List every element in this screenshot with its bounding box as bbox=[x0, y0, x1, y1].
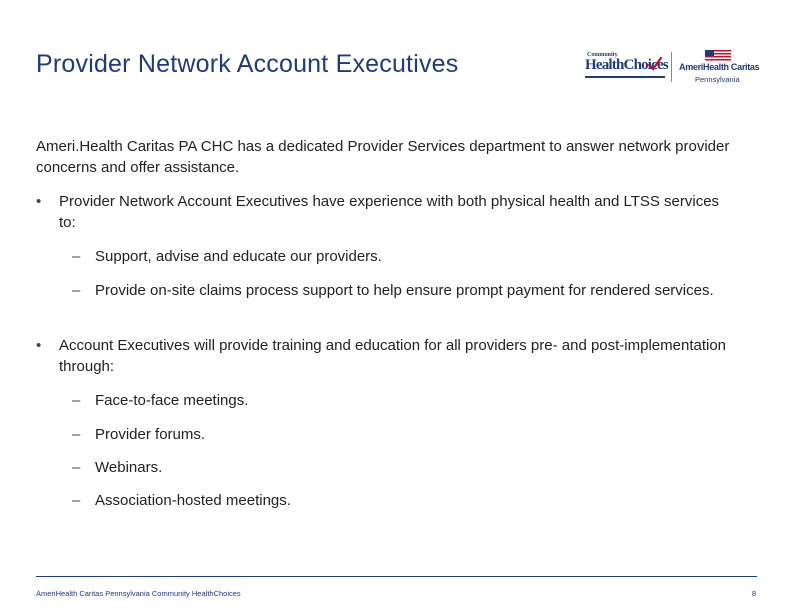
bullet-marker: • bbox=[36, 193, 42, 210]
page-number: 8 bbox=[751, 589, 756, 598]
sub-bullet-text: Webinars. bbox=[95, 459, 163, 476]
community-healthchoices-logo bbox=[585, 52, 667, 80]
sub-bullet-text: Support, advise and educate our providers. bbox=[95, 248, 382, 265]
checkmark-icon bbox=[647, 56, 663, 72]
sub-bullet-text: Association-hosted meetings. bbox=[95, 492, 291, 509]
bullet-text: Account Executives will provide training and education for all providers pre- and post-implementation through: bbox=[59, 337, 727, 375]
sub-bullet-text: Provide on-site claims process support to help ensure prompt payment for rendered services. bbox=[95, 282, 714, 299]
amerihealth-caritas-logo bbox=[679, 50, 759, 86]
logo-amerihealth-text: AmeriHealth Caritas bbox=[679, 62, 760, 72]
sub-bullet-text: Face-to-face meetings. bbox=[95, 392, 249, 409]
bullet-text: Provider Network Account Executives have experience with both physical health and LTSS services to: bbox=[59, 193, 720, 231]
flag-icon bbox=[705, 50, 731, 62]
logo-healthchoices-text: HealthChoices bbox=[585, 57, 668, 73]
footer-text: AmeriHealth Caritas Pennsylvania Community HealthChoices bbox=[36, 589, 241, 598]
bullet-marker: • bbox=[36, 337, 42, 354]
sub-bullet-marker: – bbox=[72, 492, 81, 509]
sub-bullet-text: Provider forums. bbox=[95, 426, 206, 443]
logo-underline bbox=[585, 76, 665, 78]
logo-pennsylvania-text: Pennsylvania bbox=[695, 75, 740, 84]
intro-paragraph: Ameri.Health Caritas PA CHC has a dedicated Provider Services department to answer network provider concerns and offer assistance. bbox=[36, 138, 730, 176]
footer-divider bbox=[36, 576, 757, 577]
sub-bullet-marker: – bbox=[72, 392, 81, 409]
sub-bullet-marker: – bbox=[72, 459, 81, 476]
logo-divider bbox=[671, 52, 672, 82]
sub-bullet-marker: – bbox=[72, 426, 81, 443]
logo-community-text: Community bbox=[587, 52, 618, 58]
sub-bullet-marker: – bbox=[72, 282, 81, 299]
page-title: Provider Network Account Executives bbox=[36, 50, 459, 78]
sub-bullet-marker: – bbox=[72, 248, 81, 265]
